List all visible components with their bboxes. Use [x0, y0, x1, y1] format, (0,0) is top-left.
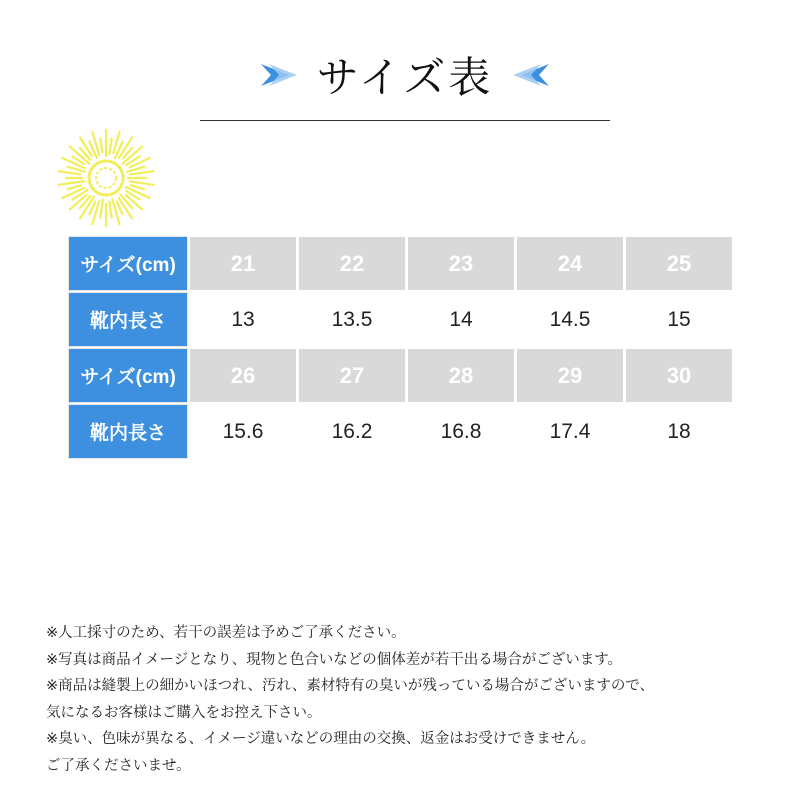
length-cell: 18	[626, 405, 732, 458]
size-cell: 27	[299, 349, 405, 402]
length-row	[69, 293, 732, 346]
length-header-cell: 靴内長さ	[69, 293, 187, 346]
title-row	[200, 40, 610, 110]
size-cell: 24	[517, 237, 623, 290]
size-row	[69, 237, 732, 290]
size-table	[66, 234, 735, 461]
length-cell: 16.8	[408, 405, 514, 458]
size-cell: 26	[190, 349, 296, 402]
size-cell: 29	[517, 349, 623, 402]
title-header	[200, 40, 610, 122]
length-header-cell: 靴内長さ	[69, 405, 187, 458]
note-line: ※商品は縫製上の細かいほつれ、汚れ、素材特有の臭いが残っている場合がございますので、	[46, 678, 655, 694]
size-header-cell: サイズ(cm)	[69, 237, 187, 290]
note-line: ※人工採寸のため、若干の誤差は予めご了承ください。	[46, 625, 406, 641]
chevron-right-icon	[259, 62, 299, 88]
size-cell: 23	[408, 237, 514, 290]
note-line: ※写真は商品イメージとなり、現物と色合いなどの個体差が若干出る場合がございます。	[46, 651, 623, 668]
length-cell: 15	[626, 293, 732, 346]
note-line: ※臭い、色味が異なる、イメージ違いなどの理由の交換、返金はお受けできません。	[46, 731, 596, 747]
length-cell: 13	[190, 293, 296, 346]
size-cell: 30	[626, 349, 732, 402]
length-cell: 14	[408, 293, 514, 346]
length-cell: 13.5	[299, 293, 405, 346]
sun-icon	[56, 128, 156, 228]
length-row	[69, 405, 732, 458]
size-cell: 21	[190, 237, 296, 290]
notes-block	[46, 620, 786, 779]
length-cell: 17.4	[517, 405, 623, 458]
length-cell: 14.5	[517, 293, 623, 346]
size-cell: 25	[626, 237, 732, 290]
size-cell: 28	[408, 349, 514, 402]
page-title: サイズ表	[316, 53, 494, 102]
title-divider	[200, 120, 610, 121]
length-cell: 16.2	[299, 405, 405, 458]
note-line: ご了承くださいませ。	[46, 757, 191, 774]
chevron-left-icon	[511, 62, 551, 88]
size-cell: 22	[299, 237, 405, 290]
size-row	[69, 349, 732, 402]
length-cell: 15.6	[190, 405, 296, 458]
size-header-cell: サイズ(cm)	[69, 349, 187, 402]
note-line: 気になるお客様はご購入をお控え下さい。	[46, 704, 322, 721]
